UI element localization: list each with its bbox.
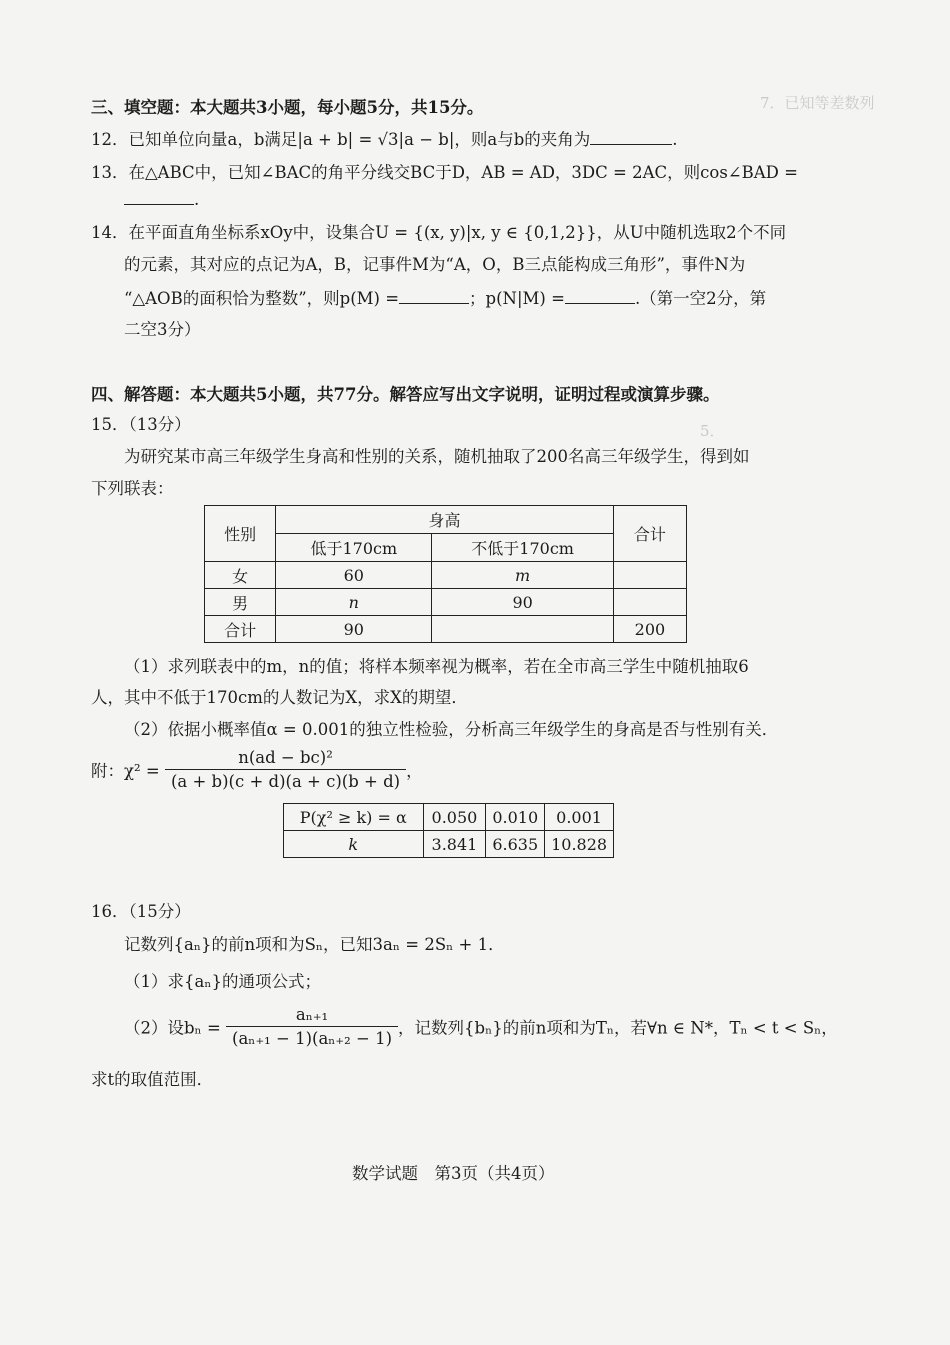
answer-blank-14a[interactable]	[399, 289, 469, 304]
question-14-line2: 的元素，其对应的点记为A，B，记事件M为“A，O，B三点能构成三角形”，事件N为	[124, 255, 746, 274]
question-13: 13．在△ABC中，已知∠BAC的角平分线交BC于D，AB = AD，3DC = 2AC，则cos∠BAD =	[91, 163, 798, 182]
answer-blank-14b[interactable]	[565, 289, 635, 304]
section3-heading: 三、填空题：本大题共3小题，每小题5分，共15分。	[91, 98, 484, 117]
question-15-intro2: 下列联表：	[91, 479, 174, 498]
section4-heading: 四、解答题：本大题共5小题，共77分。解答应写出文字说明，证明过程或演算步骤。	[91, 385, 720, 404]
question-16-title: 16．（15分）	[91, 902, 191, 921]
header-height: 身高	[276, 506, 614, 534]
question-15-part1a: （1）求列联表中的m，n的值；将样本频率视为概率，若在全市高三学生中随机抽取6	[124, 657, 749, 676]
bn-fraction: $\frac{\text{aₙ₊₁}}{\text{(aₙ₊₁ − 1)(aₙ₊₂ − 1)}}$	[226, 1005, 398, 1048]
contingency-table	[204, 505, 687, 643]
header-high: 不低于170cm	[432, 534, 613, 562]
bleed-through-text: 5．	[700, 422, 725, 440]
formula-fraction: $\frac{\text{n(ad − bc)²}}{(a + b)(c + d)(a + c)(b + d)}$	[165, 748, 406, 791]
question-15-part1b: 人，其中不低于170cm的人数记为X，求X的期望．	[91, 688, 468, 707]
header-low: 低于170cm	[276, 534, 432, 562]
page-footer: 数学试题 第3页（共4页）	[352, 1164, 555, 1183]
answer-blank-13[interactable]	[124, 190, 194, 205]
question-12: 12．已知单位向量a，b满足|a + b| = √3|a − b|，则a与b的夹角为 .	[91, 130, 678, 149]
header-gender: 性别	[205, 506, 276, 562]
bleed-through-text: 7．已知等差数列	[760, 94, 875, 112]
chi-square-formula: 附：χ² = $\frac{\text{n(ad − bc)²}}{(a + b)(c + d)(a + c)(b + d)}$ ，	[91, 748, 423, 791]
answer-blank-12[interactable]	[590, 130, 672, 145]
question-16-part2: （2）设bₙ = $\frac{\text{aₙ₊₁}}{\text{(aₙ₊₁ − 1)(aₙ₊₂ − 1)}}$ ，记数列{bₙ}的前n项和为Tₙ，若∀n ∈ N*，Tₙ < t < Sₙ，	[124, 1005, 838, 1048]
question-14-line3: “△AOB的面积恰为整数”，则p(M) = ；p(N|M) = .（第一空2分，第	[124, 289, 767, 308]
question-15-part2: （2）依据小概率值α = 0.001的独立性检验，分析高三年级学生的身高是否与性别有关．	[124, 720, 779, 739]
question-13-blank-line: .	[124, 190, 199, 209]
table-row: 女 60 m	[205, 562, 687, 589]
question-16-intro: 记数列{aₙ}的前n项和为Sₙ，已知3aₙ = 2Sₙ + 1．	[124, 935, 505, 954]
question-15-title: 15．（13分）	[91, 415, 191, 434]
question-16-part2-end: 求t的取值范围．	[91, 1070, 214, 1089]
question-14-line1: 14．在平面直角坐标系xOy中，设集合U = {(x, y)|x, y ∈ {0,1,2}}，从U中随机选取2个不同	[91, 223, 787, 242]
question-16-part1: （1）求{aₙ}的通项公式；	[124, 972, 321, 991]
critical-value-table: P(χ² ≥ k) = α 0.050 0.010 0.001 k 3.841 6.635 10.828	[283, 803, 614, 858]
question-15-intro1: 为研究某市高三年级学生身高和性别的关系，随机抽取了200名高三年级学生，得到如	[124, 447, 750, 466]
table-row: 男 n 90	[205, 589, 687, 616]
question-14-line4: 二空3分）	[124, 320, 201, 339]
header-total: 合计	[613, 506, 686, 562]
table-row: 合计 90 200	[205, 616, 687, 643]
